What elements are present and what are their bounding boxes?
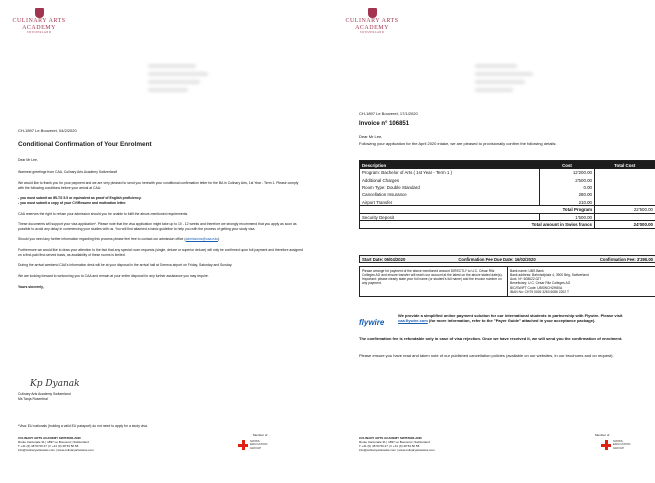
policy-note: Please ensure you have read and taken note of our published cancellation policies (available on our websites, in our brochures and on request).	[359, 353, 614, 358]
flywire-logo: flywire	[359, 318, 385, 327]
closing: Yours sincerely,	[18, 285, 44, 290]
place-date: CH-1897 Le Bouveret, 17/1/2020	[359, 111, 418, 116]
academy-logo: CULINARY ARTS ACADEMY SWITZERLAND	[333, 8, 411, 34]
salutation: Dear Mr Lee,	[18, 158, 38, 162]
paragraph: During the arrival weekend CAA's information desk will be at your disposal in the arrival hall at Geneva airport on Friday, Saturday and Sunday.	[18, 263, 233, 268]
invoice-number: Invoice n° 106851	[359, 121, 410, 127]
paragraph: We are looking forward to welcoming you to CAA and remain at your entire disposal for any further assistance you may require.	[18, 273, 209, 278]
paragraph: Furthermore we would like to draw your attention to the fact that any special room requests (single, deluxe or superior deluxe) will only be confirmed upon full payment and therefore assigned on a first-paid first-served basis, as availability of these rooms is limited.	[18, 247, 303, 257]
table-row: Room Type: Double Standard 0.00	[360, 184, 655, 191]
member-of-label: Member of	[595, 433, 610, 437]
table-row: Cancellation Insurance 280.00	[360, 191, 655, 198]
deposit-row: Security Deposit 1'500.00	[360, 213, 655, 220]
total-swiss-row: Total amount in Swiss francs 24'000.00	[360, 221, 655, 228]
footer-address: CULINARY ARTS ACADEMY SWITZERLAND Route Cantonale 31 | 1897 Le Bouveret | Switzerland T +41 (0) 48 53 50 27 | F +41 (0) 48 53 50 58 info@culinaryartsswiss.com | www.culinaryartsswiss.com	[18, 436, 94, 452]
crest-icon	[35, 8, 44, 18]
confirmation-fee: Confirmation Fee: 3'290.00	[599, 256, 653, 262]
academy-logo: CULINARY ARTS ACADEMY SWITZERLAND	[0, 8, 78, 34]
table-row: Airport Transfer 210.00	[360, 199, 655, 206]
flywire-link[interactable]: caa.flywire.com	[398, 318, 428, 324]
start-date: Start Date: 06/04/2020	[362, 256, 406, 262]
signer-name: Ms Tanja Rosenthal	[18, 397, 48, 401]
paragraph: These documents will support your visa application*. Please note that the visa application might take up to 10 - 12 weeks and therefore we strongly recommend that you apply as soon as possible to avoid any delay in commencing your studies with us. You will find attached a basic guideline to help you with the process of getting your study visa.	[18, 222, 297, 231]
confirmation-due-date: Confirmation Fee Due Date: 16/02/2020	[458, 256, 536, 262]
confirmation-letter-page	[0, 0, 322, 483]
signer-org: Culinary Arts Academy Switzerland	[18, 392, 71, 396]
invoice-page	[333, 0, 655, 483]
flywire-note: We provide a simplified online payment solution for our international students in partnership with Flywire. Please visit caa.flywire.com (for more information, refer to the "Payer Guide" attached in your acceptance package).	[398, 313, 623, 324]
greeting: Warmest greetings from CAA, Culinary Arts Academy Switzerland!	[18, 169, 118, 174]
visa-footnote: *Visa: EU nationals (holding a valid EU passport) do not need to apply for a study visa.	[18, 424, 148, 428]
swiss-cross-icon	[238, 440, 248, 450]
admissions-email-link[interactable]: admissions@caa.edu	[185, 237, 218, 242]
crest-icon	[368, 8, 377, 18]
letter-title: Conditional Confirmation of Your Enrolment	[18, 141, 152, 148]
member-of-label: Member of	[253, 433, 268, 437]
total-program-row: Total Program 22'500.00	[360, 206, 655, 213]
salutation: Dear Mr Lee,	[359, 134, 383, 139]
refund-note: The confirmation fee is refundable only in case of visa rejection. Once we have received it, we will send you the confirmation of enrolment.	[359, 336, 623, 341]
due-date-table	[359, 255, 655, 263]
signature: Kp Dyanak	[30, 379, 80, 389]
place-date: CH-1897 Le Bouveret, 04/2/2020	[18, 128, 77, 133]
table-header: Description Cost Total Cost	[360, 161, 655, 170]
table-row: Additional Charges 2'500.00	[360, 176, 655, 183]
bank-details: Bank name: UBS Bank Bank address: Bahnhofplatz 4, 3900 Brig, Switzerland Acct. Nº: 608622.02T Beneficiary: U.C. César Ritz Colleges AG BIC/SWIFT Code: UBSWCHZH80A IBAN No: CH79 0026 3263 6086 2202 T	[508, 267, 655, 297]
paragraph: CAA reserves the right to refuse your admission should you be unable to fulfil the above-mentioned requirements.	[18, 211, 189, 216]
swiss-education-group-logo: SWISS EDUCATION GROUP	[238, 440, 267, 450]
condition-cv: - you must submit a copy of your CV/Resume and motivation letter.	[18, 200, 127, 205]
footer-address: CULINARY ARTS ACADEMY SWITZERLAND Route Cantonale 31 | 1897 Le Bouveret | Switzerland T +41 (0) 48 53 50 27 | F +41 (0) 48 53 50 58 info@culinaryartsswiss.com | www.culinaryartsswiss.com	[359, 436, 435, 452]
intro: Following your application for the April 2020 intake, we are pleased to provisionally confirm the following details:	[359, 141, 557, 146]
paragraph: We would like to thank you for your payment and we are very pleased to send you herewith your conditional confirmation letter for the BA in Culinary Arts, 1st Year - Term 1. Please comply with the following conditions before your arrival at CAA:	[18, 181, 299, 190]
payment-table	[359, 266, 655, 297]
swiss-cross-icon	[601, 440, 611, 450]
condition-ielts: - you must submit an IELTS 5.5 or equivalent as proof of English proficiency.	[18, 196, 142, 201]
payment-note: Please arrange for payment of the above mentioned amount DIRECTLY to U.C. César Ritz Colleges AG and ensure transfer will reach our account at the latest on the above stated date(s). Important: please clearly state your full name (or student's full name) and the invoice number on any payment.	[362, 268, 503, 286]
swiss-education-group-logo: SWISS EDUCATION GROUP	[601, 440, 630, 450]
table-row: Program: Bachelor of Arts ( 1st Year - Term 1 ) 12'200.00	[360, 169, 655, 176]
letter-body	[18, 158, 303, 290]
paragraph: Should you need any further information regarding this process please feel free to contact our admission office (admissions@caa.edu).	[18, 237, 221, 242]
invoice-table	[359, 160, 655, 229]
